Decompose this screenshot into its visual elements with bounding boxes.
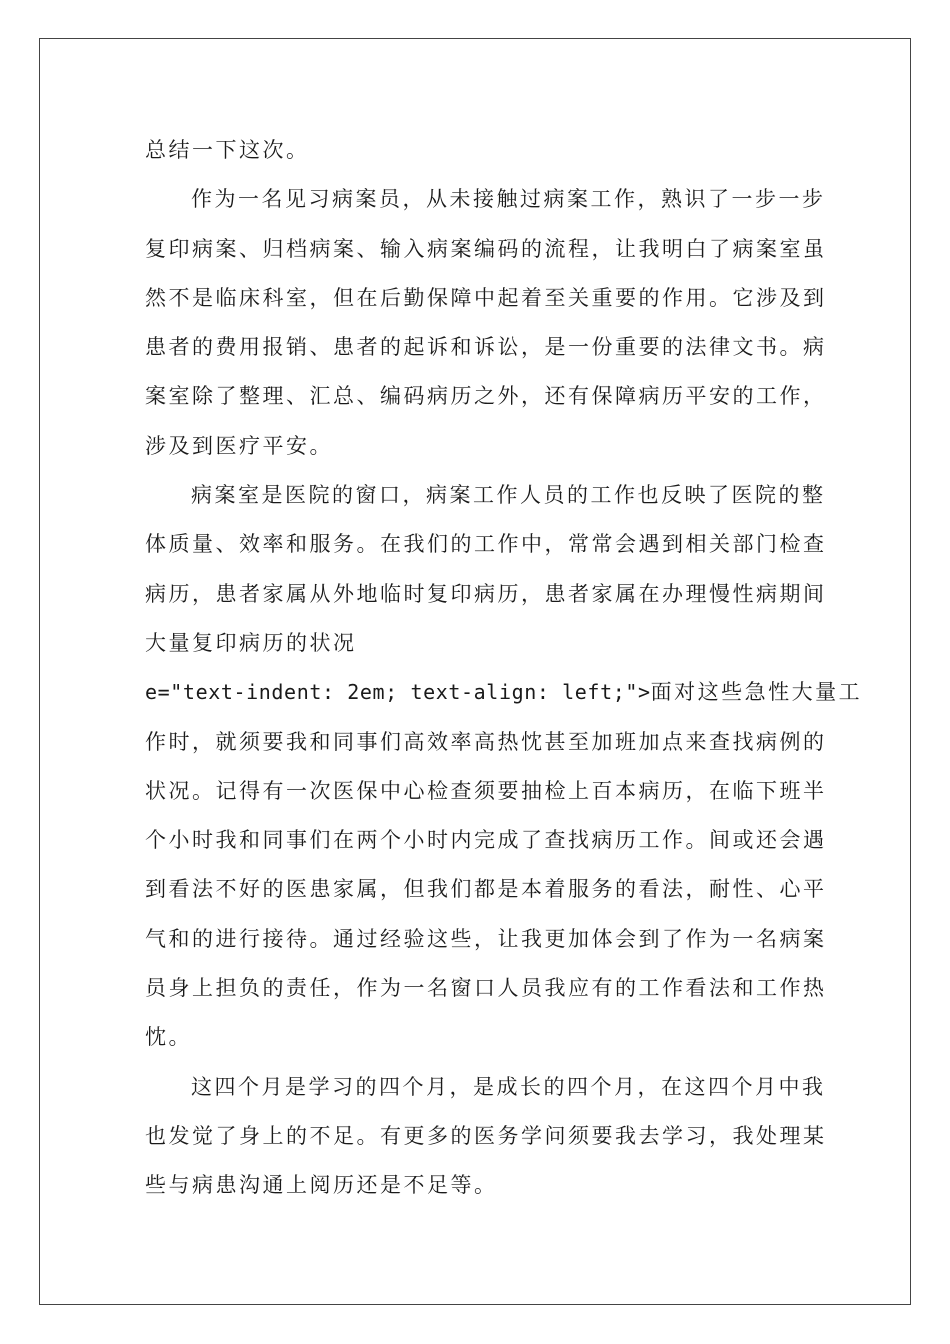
text-line: 复印病案、归档病案、输入病案编码的流程，让我明白了病案室虽 bbox=[145, 236, 827, 261]
text-line: 气和的进行接待。通过经验这些，让我更加体会到了作为一名病案 bbox=[145, 926, 827, 951]
paragraph-start-line: 作为一名见习病案员，从未接触过病案工作，熟识了一步一步 bbox=[191, 187, 826, 212]
text-line: 到看法不好的医患家属，但我们都是本着服务的看法，耐性、心平 bbox=[145, 877, 827, 902]
text-line: 案室除了整理、汇总、编码病历之外，还有保障病历平安的工作， bbox=[145, 384, 827, 409]
text-line: 个小时我和同事们在两个小时内完成了查找病历工作。间或还会遇 bbox=[145, 828, 827, 853]
text-line: 状况。记得有一次医保中心检查须要抽检上百本病历，在临下班半 bbox=[145, 778, 827, 803]
stray-markup-line bbox=[145, 674, 863, 723]
text-line: 也发觉了身上的不足。有更多的医务学问须要我去学习，我处理某 bbox=[145, 1123, 827, 1148]
text-line: 员身上担负的责任，作为一名窗口人员我应有的工作看法和工作热 bbox=[145, 976, 827, 1001]
text-line: 涉及到医疗平安。 bbox=[145, 433, 333, 458]
text-line: 大量复印病历的状况 bbox=[145, 630, 357, 655]
text-line: 总结一下这次。 bbox=[145, 138, 310, 162]
paragraph-start-line: 这四个月是学习的四个月，是成长的四个月，在这四个月中我 bbox=[191, 1074, 826, 1099]
text-line: 病历，患者家属从外地临时复印病历，患者家属在办理慢性病期间 bbox=[145, 581, 827, 606]
text-line: 体质量、效率和服务。在我们的工作中，常常会遇到相关部门检查 bbox=[145, 532, 827, 557]
text-line: 作时，就须要我和同事们高效率高热忱甚至加班加点来查找病例的 bbox=[145, 729, 827, 754]
text-line: 些与病患沟通上阅历还是不足等。 bbox=[145, 1173, 498, 1198]
document-body bbox=[145, 132, 863, 1217]
text-line: 忱。 bbox=[145, 1025, 192, 1050]
text-line: 然不是临床科室，但在后勤保障中起着至关重要的作用。它涉及到 bbox=[145, 285, 827, 310]
text-line-tail: 面对这些急性大量工 bbox=[650, 680, 863, 705]
text-line: 患者的费用报销、患者的起诉和诉讼，是一份重要的法律文书。病 bbox=[145, 335, 827, 360]
paragraph-start-line: 病案室是医院的窗口，病案工作人员的工作也反映了医院的整 bbox=[191, 483, 826, 508]
stray-markup-text: e="text-indent: 2em; text-align: left;"> bbox=[145, 680, 651, 705]
